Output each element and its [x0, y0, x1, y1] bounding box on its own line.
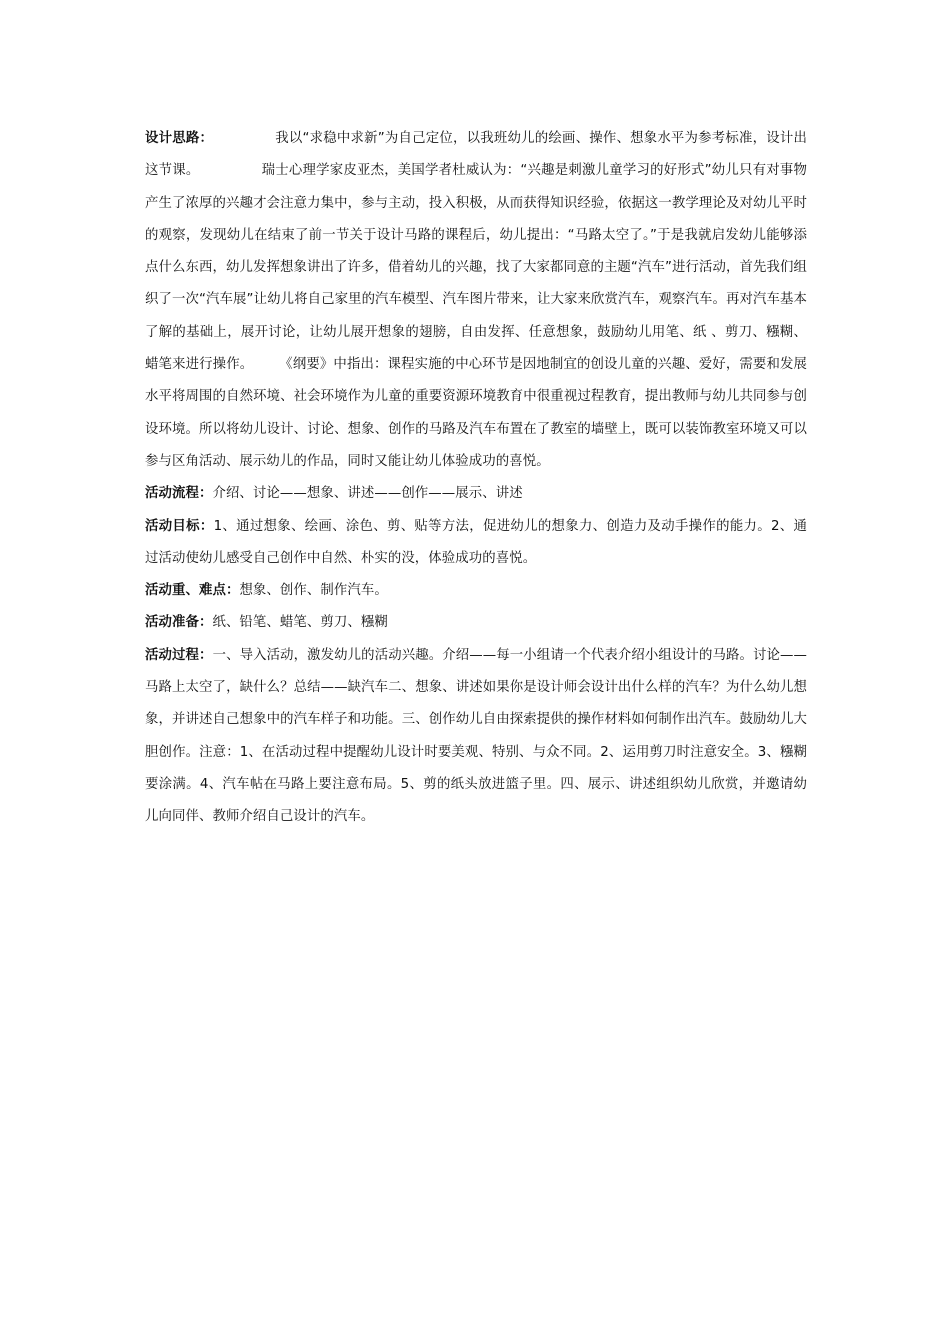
activity-goals-text: 1、通过想象、绘画、涂色、剪、贴等方法，促进幼儿的想象力、创造力及动手操作的能力。2、通过活动使幼儿感受自己创作中自然、朴实的没，体验成功的喜悦。: [145, 518, 808, 566]
key-points-label: 活动重、难点：: [145, 583, 240, 599]
activity-goals-label: 活动目标：: [145, 518, 214, 534]
activity-flow-label: 活动流程：: [145, 486, 213, 502]
preparation-paragraph: [145, 607, 807, 639]
activity-process-text: 一、导入活动，激发幼儿的活动兴趣。介绍——每一小组请一个代表介绍小组设计的马路。讨论——马路上太空了，缺什么？总结——缺汽车二、想象、讲述如果你是设计师会设计出什么样的汽车？为什么幼儿想象，并讲述自己想象中的汽车样子和功能。三、创作幼儿自由探索提供的操作材料如何制作出汽车。鼓励幼儿大胆创作。注意：1、在活动过程中提醒幼儿设计时要美观、特别、与众不同。2、运用剪刀时注意安全。3、糨糊要涂满。4、汽车帖在马路上要注意布局。5、剪的纸头放进篮子里。四、展示、讲述组织幼儿欣赏，并邀请幼儿向同伴、教师介绍自己设计的汽车。: [145, 647, 807, 825]
key-points-text: 想象、创作、制作汽车。: [239, 583, 388, 599]
key-points-paragraph: [145, 575, 807, 607]
activity-flow-paragraph: [145, 478, 807, 510]
design-idea-text-3: 《纲要》中指出：课程实施的中心环节是因地制宜的创设儿童的兴趣、爱好，需要和发展水平将周围的自然环境、社会环境作为儿童的重要资源环境教育中很重视过程教育，提出教师与幼儿共同参与创设环境。所以将幼儿设计、讨论、想象、创作的马路及汽车布置在了教室的墙壁上，既可以装饰教室环境又可以参与区角活动、展示幼儿的作品，同时又能让幼儿体验成功的喜悦。: [145, 357, 807, 469]
document-body: [145, 123, 807, 834]
activity-flow-text: 介绍、讨论——想象、讲述——创作——展示、讲述: [212, 486, 523, 502]
preparation-label: 活动准备：: [145, 615, 213, 631]
design-idea-label: 设计思路：: [145, 131, 214, 146]
activity-process-label: 活动过程：: [145, 647, 213, 663]
design-idea-text-1: 我以“求稳中求新”为自己定位，以我班幼儿的绘画、操作、想象水平为参考标准，设计出这节课。: [145, 131, 808, 179]
activity-goals-paragraph: [145, 511, 807, 576]
preparation-text: 纸、铅笔、蜡笔、剪刀、糨糊: [212, 615, 388, 631]
design-idea-paragraph: [145, 123, 807, 478]
design-idea-text-2: 瑞士心理学家皮亚杰，美国学者杜威认为：“兴趣是刺激儿童学习的好形式”幼儿只有对事物产生了浓厚的兴趣才会注意力集中，参与主动，投入积极，从而获得知识经验，依据这一教学理论及对幼儿平时的观察，发现幼儿在结束了前一节关于设计马路的课程后，幼儿提出：“马路太空了。”于是我就启发幼儿能够添点什么东西，幼儿发挥想象讲出了许多，借着幼儿的兴趣，找了大家都同意的主题“汽车”进行活动，首先我们组织了一次“汽车展”让幼儿将自己家里的汽车模型、汽车图片带来，让大家来欣赏汽车，观察汽车。再对汽车基本了解的基础上，展开讨论，让幼儿展开想象的翅膀，自由发挥、任意想象，鼓励幼儿用笔、纸 、剪刀、糨糊、蜡笔来进行操作。: [145, 163, 807, 373]
activity-process-paragraph: [145, 640, 807, 834]
